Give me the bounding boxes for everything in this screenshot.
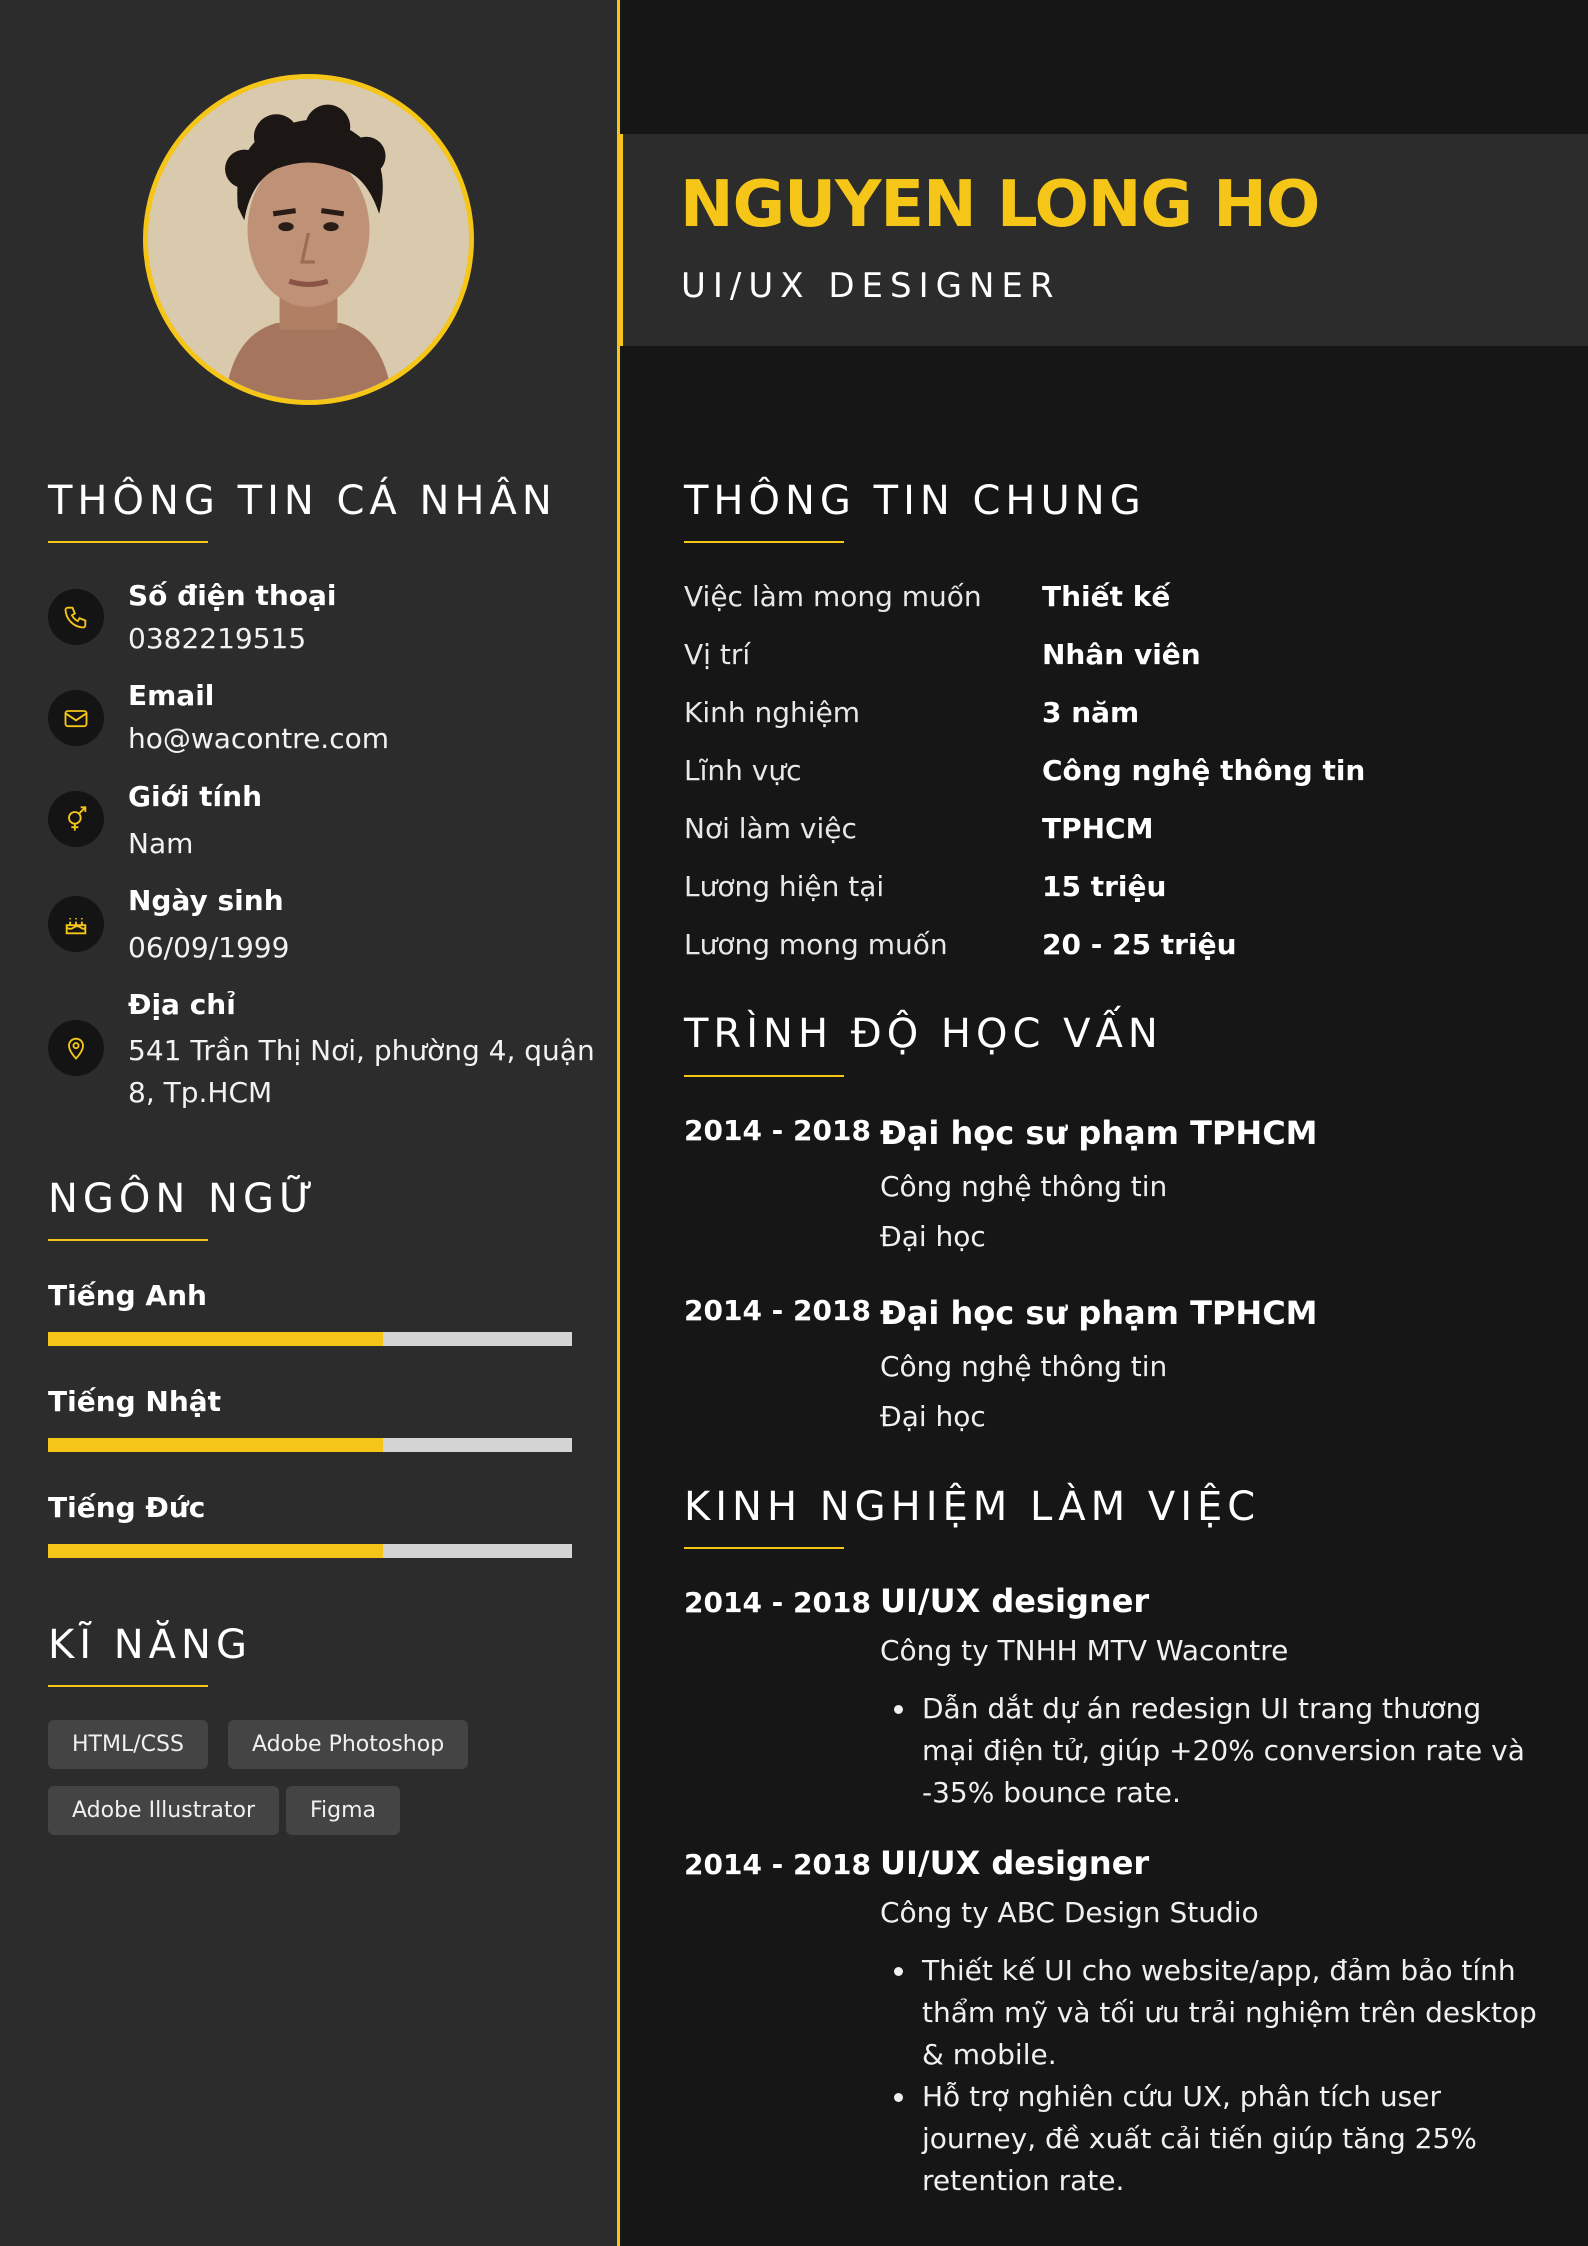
skill-tag: Adobe Illustrator bbox=[48, 1786, 279, 1835]
education-years: 2014 - 2018 bbox=[684, 1294, 871, 1327]
info-value: Nhân viên bbox=[1042, 638, 1201, 671]
info-value: 15 triệu bbox=[1042, 870, 1167, 903]
personal-info-underline bbox=[48, 541, 208, 543]
info-value: 3 năm bbox=[1042, 696, 1140, 729]
experience-company: Công ty TNHH MTV Wacontre bbox=[880, 1634, 1289, 1667]
language-level-bar bbox=[48, 1544, 572, 1558]
info-value: TPHCM bbox=[1042, 812, 1154, 845]
experience-company: Công ty ABC Design Studio bbox=[880, 1896, 1259, 1929]
experience-bullets bbox=[880, 1950, 1540, 2202]
experience-underline bbox=[684, 1547, 844, 1549]
info-value: Công nghệ thông tin bbox=[1042, 754, 1366, 787]
contact-label-gender: Giới tính bbox=[128, 780, 263, 813]
general-info-underline bbox=[684, 541, 844, 543]
contact-value-email: ho@wacontre.com bbox=[128, 722, 390, 755]
education-school: Đại học sư phạm TPHCM bbox=[880, 1114, 1318, 1152]
experience-bullet: Thiết kế UI cho website/app, đảm bảo tính thẩm mỹ và tối ưu trải nghiệm trên desktop & mobile. bbox=[880, 1950, 1540, 2076]
info-label: Việc làm mong muốn bbox=[684, 580, 982, 613]
experience-title: KINH NGHIỆM LÀM VIỆC bbox=[684, 1484, 1261, 1530]
portrait-illustration bbox=[148, 79, 469, 400]
avatar bbox=[143, 74, 474, 405]
education-major: Công nghệ thông tin bbox=[880, 1350, 1168, 1383]
education-underline bbox=[684, 1075, 844, 1077]
general-info-title: THÔNG TIN CHUNG bbox=[684, 478, 1146, 524]
skills-underline bbox=[48, 1685, 208, 1687]
education-major: Công nghệ thông tin bbox=[880, 1170, 1168, 1203]
experience-role: UI/UX designer bbox=[880, 1582, 1150, 1620]
info-label: Kinh nghiệm bbox=[684, 696, 861, 729]
skill-tag: Adobe Photoshop bbox=[228, 1720, 468, 1769]
language-level-fill bbox=[48, 1332, 383, 1346]
skills-title: KĨ NĂNG bbox=[48, 1622, 252, 1668]
gender-icon bbox=[48, 791, 104, 847]
contact-label-email: Email bbox=[128, 679, 215, 712]
languages-title: NGÔN NGỮ bbox=[48, 1176, 319, 1222]
language-label: Tiếng Đức bbox=[48, 1491, 206, 1524]
contact-label-phone: Số điện thoại bbox=[128, 579, 337, 612]
education-degree: Đại học bbox=[880, 1400, 986, 1433]
experience-bullet: Dẫn dắt dự án redesign UI trang thương mại điện tử, giúp +20% conversion rate và -35% bounce rate. bbox=[880, 1688, 1540, 1814]
education-years: 2014 - 2018 bbox=[684, 1114, 871, 1147]
info-label: Nơi làm việc bbox=[684, 812, 857, 845]
languages-underline bbox=[48, 1239, 208, 1241]
info-label: Lĩnh vực bbox=[684, 754, 802, 787]
contact-value-address: 541 Trần Thị Nơi, phường 4, quận 8, Tp.HCM bbox=[128, 1034, 595, 1109]
skill-tag: Figma bbox=[286, 1786, 400, 1835]
contact-value-phone: 0382219515 bbox=[128, 622, 307, 655]
info-value: Thiết kế bbox=[1042, 580, 1171, 613]
language-level-fill bbox=[48, 1438, 383, 1452]
contact-value-gender: Nam bbox=[128, 827, 194, 860]
experience-bullets bbox=[880, 1688, 1540, 1814]
phone-icon bbox=[48, 589, 104, 645]
education-school: Đại học sư phạm TPHCM bbox=[880, 1294, 1318, 1332]
info-value: 20 - 25 triệu bbox=[1042, 928, 1237, 961]
contact-value-birthday: 06/09/1999 bbox=[128, 931, 290, 964]
language-level-bar bbox=[48, 1438, 572, 1452]
experience-years: 2014 - 2018 bbox=[684, 1848, 871, 1881]
header-accent-bar bbox=[617, 134, 623, 346]
language-level-fill bbox=[48, 1544, 383, 1558]
full-name: NGUYEN LONG HO bbox=[680, 168, 1320, 242]
education-title: TRÌNH ĐỘ HỌC VẤN bbox=[684, 1011, 1163, 1057]
experience-bullet: Hỗ trợ nghiên cứu UX, phân tích user journey, đề xuất cải tiến giúp tăng 25% retention rate. bbox=[880, 2076, 1540, 2202]
contact-label-address: Địa chỉ bbox=[128, 988, 236, 1021]
experience-years: 2014 - 2018 bbox=[684, 1586, 871, 1619]
birthday-cake-icon bbox=[48, 896, 104, 952]
experience-role: UI/UX designer bbox=[880, 1844, 1150, 1882]
skill-tag: HTML/CSS bbox=[48, 1720, 208, 1769]
contact-label-birthday: Ngày sinh bbox=[128, 884, 284, 917]
personal-info-title: THÔNG TIN CÁ NHÂN bbox=[48, 478, 557, 524]
language-label: Tiếng Nhật bbox=[48, 1385, 222, 1418]
info-label: Vị trí bbox=[684, 638, 751, 671]
job-title: UI/UX DESIGNER bbox=[681, 266, 1061, 306]
language-label: Tiếng Anh bbox=[48, 1279, 207, 1312]
location-pin-icon bbox=[48, 1020, 104, 1076]
mail-icon bbox=[48, 690, 104, 746]
info-label: Lương mong muốn bbox=[684, 928, 948, 961]
education-degree: Đại học bbox=[880, 1220, 986, 1253]
info-label: Lương hiện tại bbox=[684, 870, 885, 903]
language-level-bar bbox=[48, 1332, 572, 1346]
